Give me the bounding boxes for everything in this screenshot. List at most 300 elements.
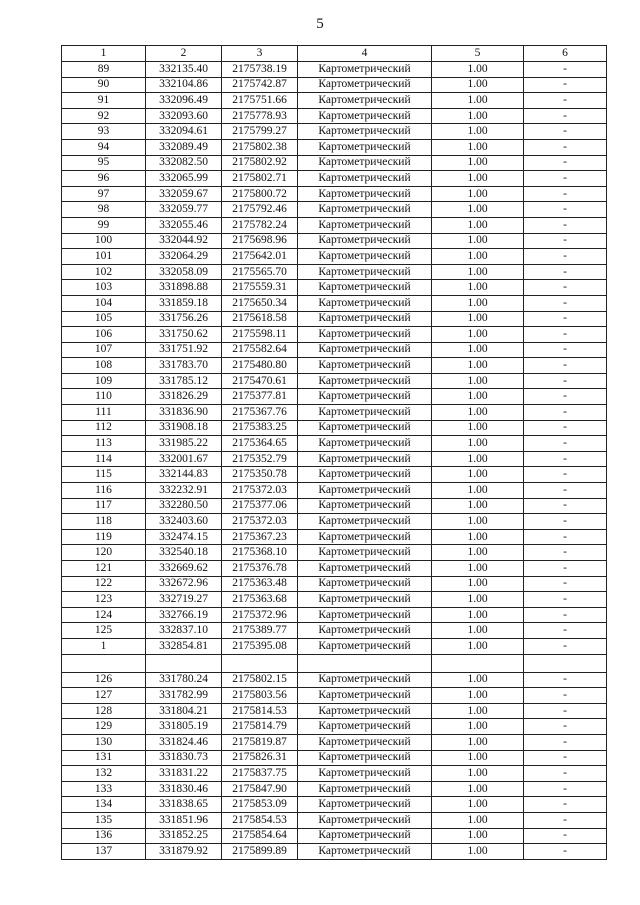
table-cell: 2175814.53 [222,703,298,719]
table-cell: 124 [62,607,146,623]
table-cell: Картометрический [298,280,432,296]
table-cell: Картометрический [298,766,432,782]
table-cell: Картометрический [298,93,432,109]
table-cell: Картометрический [298,62,432,78]
table-cell: Картометрический [298,436,432,452]
table-cell: - [524,405,607,421]
table-row [62,467,607,483]
table-cell: - [524,327,607,343]
table-cell: 5 [432,46,524,62]
table-cell: 127 [62,688,146,704]
table-cell: 122 [62,576,146,592]
table-row [62,217,607,233]
table-cell: 331826.29 [146,389,222,405]
table-cell: Картометрический [298,108,432,124]
table-cell: 1.00 [432,703,524,719]
table-cell: 2175598.11 [222,327,298,343]
table-cell: 136 [62,828,146,844]
table-cell: 1.00 [432,844,524,860]
table-cell: - [524,108,607,124]
table-cell: Картометрический [298,592,432,608]
table-cell: - [524,202,607,218]
coordinates-table [61,45,607,860]
table-cell: - [524,750,607,766]
table-cell: Картометрический [298,498,432,514]
table-cell: Картометрический [298,295,432,311]
table-cell: Картометрический [298,623,432,639]
table-row [62,483,607,499]
table-cell: 2175738.19 [222,62,298,78]
table-separator-row [62,654,607,672]
table-cell: 332232.91 [146,483,222,499]
table-row [62,389,607,405]
table-cell: 331852.25 [146,828,222,844]
table-cell: 332065.99 [146,171,222,187]
table-cell: 2175367.23 [222,529,298,545]
table-cell: 1.00 [432,373,524,389]
table-cell: 134 [62,797,146,813]
table-cell: - [524,623,607,639]
table-row [62,202,607,218]
table-cell: Картометрический [298,233,432,249]
table-cell: 1.00 [432,576,524,592]
table-cell: - [524,217,607,233]
table-cell: - [524,561,607,577]
table-row [62,139,607,155]
table-cell: 1.00 [432,108,524,124]
table-cell: 118 [62,514,146,530]
table-cell: - [524,171,607,187]
table-cell: 332540.18 [146,545,222,561]
table-cell: 331824.46 [146,734,222,750]
table-cell: Картометрический [298,576,432,592]
table-cell: 2175368.10 [222,545,298,561]
table-cell: 331838.65 [146,797,222,813]
table-cell: 332096.49 [146,93,222,109]
table-cell: 2175837.75 [222,766,298,782]
table-cell: Картометрический [298,514,432,530]
table-row [62,264,607,280]
table-cell: 332719.27 [146,592,222,608]
table-row [62,638,607,654]
table-cell: Картометрический [298,405,432,421]
table-cell: 1.00 [432,638,524,654]
table-row [62,155,607,171]
table-cell: 91 [62,93,146,109]
table-cell: 93 [62,124,146,140]
table-cell: - [524,734,607,750]
table-cell: 1.00 [432,623,524,639]
table-cell: 1.00 [432,734,524,750]
table-cell: 1.00 [432,62,524,78]
table-cell: 332854.81 [146,638,222,654]
table-cell: - [524,124,607,140]
table-cell: 106 [62,327,146,343]
table-cell: 331780.24 [146,672,222,688]
table-cell: 2175751.66 [222,93,298,109]
table-cell: 1.00 [432,750,524,766]
table-cell: - [524,576,607,592]
table-cell: - [524,436,607,452]
table-row [62,77,607,93]
coordinates-table-body [62,46,607,860]
table-cell: - [524,358,607,374]
table-cell: - [524,249,607,265]
table-cell: Картометрический [298,545,432,561]
table-cell: 331898.88 [146,280,222,296]
table-cell: 331851.96 [146,812,222,828]
table-cell: Картометрический [298,327,432,343]
table-cell: 2175802.71 [222,171,298,187]
table-row [62,295,607,311]
table-row [62,342,607,358]
table-cell: 331830.46 [146,781,222,797]
table-cell: 2175565.70 [222,264,298,280]
table-row [62,719,607,735]
table-cell: - [524,766,607,782]
table-cell: - [524,672,607,688]
table-cell: - [524,688,607,704]
table-row [62,781,607,797]
table-cell: 1.00 [432,797,524,813]
table-cell: 105 [62,311,146,327]
table-cell: 332064.29 [146,249,222,265]
table-cell: 2175350.78 [222,467,298,483]
table-cell: 2175826.31 [222,750,298,766]
table-cell: - [524,451,607,467]
table-cell: 1 [62,46,146,62]
table-cell: 331804.21 [146,703,222,719]
table-cell: 2175352.79 [222,451,298,467]
table-cell: 110 [62,389,146,405]
table-row [62,750,607,766]
table-cell: - [524,62,607,78]
table-cell: 2175854.64 [222,828,298,844]
table-cell: 331805.19 [146,719,222,735]
table-cell: Картометрический [298,389,432,405]
table-cell: 1.00 [432,389,524,405]
table-cell: 331783.70 [146,358,222,374]
table-cell: 2175395.08 [222,638,298,654]
table-cell: Картометрический [298,373,432,389]
table-row [62,420,607,436]
table-cell: Картометрический [298,688,432,704]
table-cell: 1.00 [432,77,524,93]
table-cell: 331756.26 [146,311,222,327]
table-cell: 94 [62,139,146,155]
table-cell: 332672.96 [146,576,222,592]
table-row [62,623,607,639]
table-cell: 1.00 [432,514,524,530]
table-cell: 117 [62,498,146,514]
table-cell: 2175799.27 [222,124,298,140]
table-cell: 101 [62,249,146,265]
table-cell: Картометрический [298,467,432,483]
table-cell: 331830.73 [146,750,222,766]
table-cell [62,654,146,672]
table-cell: 2175854.53 [222,812,298,828]
table-row [62,734,607,750]
table-cell: 112 [62,420,146,436]
table-cell: 2175480.80 [222,358,298,374]
table-cell: 1 [62,638,146,654]
table-cell: Картометрический [298,171,432,187]
table-cell: Картометрический [298,797,432,813]
table-cell: 114 [62,451,146,467]
table-cell: Картометрический [298,672,432,688]
table-cell: - [524,295,607,311]
table-cell: Картометрический [298,750,432,766]
table-cell: 103 [62,280,146,296]
table-row [62,93,607,109]
table-cell: - [524,638,607,654]
table-cell: 1.00 [432,202,524,218]
table-cell [524,654,607,672]
table-cell: 332001.67 [146,451,222,467]
table-cell: 1.00 [432,467,524,483]
table-cell: 2175802.92 [222,155,298,171]
table-cell: - [524,498,607,514]
table-cell: 2175372.03 [222,514,298,530]
table-cell: 332082.50 [146,155,222,171]
table-cell: 1.00 [432,311,524,327]
table-cell: 2175367.76 [222,405,298,421]
table-cell: 102 [62,264,146,280]
table-row [62,672,607,688]
page-number: 5 [316,16,324,32]
table-cell: 1.00 [432,358,524,374]
table-row [62,592,607,608]
table-cell: 123 [62,592,146,608]
table-row [62,688,607,704]
table-cell: 331751.92 [146,342,222,358]
table-cell: 1.00 [432,280,524,296]
table-cell: 1.00 [432,672,524,688]
table-cell: - [524,828,607,844]
table-row [62,186,607,202]
table-cell: 2175802.38 [222,139,298,155]
table-cell: - [524,592,607,608]
table-cell: 2175582.64 [222,342,298,358]
table-cell: 2175899.89 [222,844,298,860]
table-cell: 1.00 [432,155,524,171]
table-cell: - [524,703,607,719]
table-cell: 1.00 [432,719,524,735]
table-row [62,405,607,421]
table-cell: 331750.62 [146,327,222,343]
table-cell: 1.00 [432,217,524,233]
table-cell: 1.00 [432,766,524,782]
table-cell: 1.00 [432,607,524,623]
table-cell: 332144.83 [146,467,222,483]
table-cell: Картометрический [298,217,432,233]
table-cell: 1.00 [432,405,524,421]
table-cell: Картометрический [298,311,432,327]
table-cell: 332135.40 [146,62,222,78]
table-cell: - [524,389,607,405]
table-cell: 115 [62,467,146,483]
table-cell: - [524,797,607,813]
table-row [62,171,607,187]
table-cell: Картометрический [298,124,432,140]
table-cell: 125 [62,623,146,639]
table-cell: 331782.99 [146,688,222,704]
table-cell: 1.00 [432,688,524,704]
table-cell: 2175802.15 [222,672,298,688]
table-cell: - [524,812,607,828]
table-cell: 90 [62,77,146,93]
table-cell: 96 [62,171,146,187]
table-row [62,576,607,592]
table-row [62,607,607,623]
table-cell: 128 [62,703,146,719]
table-cell: 119 [62,529,146,545]
table-cell: 120 [62,545,146,561]
table-cell: 1.00 [432,295,524,311]
table-row [62,766,607,782]
table-cell: 2175650.34 [222,295,298,311]
table-cell: 1.00 [432,249,524,265]
table-cell: 108 [62,358,146,374]
table-cell: - [524,545,607,561]
table-cell: 331785.12 [146,373,222,389]
table-cell: Картометрический [298,358,432,374]
table-cell: 1.00 [432,436,524,452]
table-cell: 332089.49 [146,139,222,155]
table-cell [298,654,432,672]
table-cell: 2175853.09 [222,797,298,813]
table-row [62,797,607,813]
table-cell [222,654,298,672]
table-cell: 2175800.72 [222,186,298,202]
table-header-row [62,46,607,62]
table-cell: 1.00 [432,529,524,545]
table-cell: Картометрический [298,451,432,467]
table-cell: 2175814.79 [222,719,298,735]
table-cell: - [524,607,607,623]
table-cell: 89 [62,62,146,78]
table-row [62,233,607,249]
table-cell: 332766.19 [146,607,222,623]
table-cell: 2 [146,46,222,62]
table-cell: 1.00 [432,186,524,202]
table-cell: 331859.18 [146,295,222,311]
table-cell: - [524,844,607,860]
table-cell: 2175376.78 [222,561,298,577]
table-cell: 2175363.48 [222,576,298,592]
table-cell: 332094.61 [146,124,222,140]
table-cell: 6 [524,46,607,62]
table-row [62,124,607,140]
table-cell: 2175782.24 [222,217,298,233]
table-cell: 1.00 [432,592,524,608]
table-cell: 1.00 [432,420,524,436]
table-cell: 111 [62,405,146,421]
table-row [62,529,607,545]
table-cell: 1.00 [432,327,524,343]
table-cell [432,654,524,672]
table-cell: 137 [62,844,146,860]
table-cell: 332059.67 [146,186,222,202]
table-cell: Картометрический [298,529,432,545]
table-cell: 116 [62,483,146,499]
table-cell: 331985.22 [146,436,222,452]
table-cell: Картометрический [298,186,432,202]
table-row [62,311,607,327]
table-cell: 331879.92 [146,844,222,860]
table-cell: 2175364.65 [222,436,298,452]
table-cell: 2175778.93 [222,108,298,124]
table-cell: 98 [62,202,146,218]
table-cell: 1.00 [432,561,524,577]
table-row [62,703,607,719]
table-cell: - [524,781,607,797]
table-cell: 331831.22 [146,766,222,782]
table-cell: Картометрический [298,264,432,280]
table-row [62,514,607,530]
table-cell: 332058.09 [146,264,222,280]
table-cell: Картометрический [298,781,432,797]
table-cell: - [524,514,607,530]
table-cell: 332055.46 [146,217,222,233]
table-cell: - [524,155,607,171]
table-cell: - [524,264,607,280]
table-cell: Картометрический [298,734,432,750]
table-cell: 332104.86 [146,77,222,93]
table-cell: 2175372.03 [222,483,298,499]
table-cell: 331908.18 [146,420,222,436]
table-cell: 1.00 [432,171,524,187]
table-row [62,436,607,452]
table-cell: 332403.60 [146,514,222,530]
table-row [62,498,607,514]
table-cell: Картометрический [298,155,432,171]
table-row [62,249,607,265]
table-cell: 2175377.81 [222,389,298,405]
table-cell: Картометрический [298,703,432,719]
table-cell: 2175383.25 [222,420,298,436]
table-cell: 332093.60 [146,108,222,124]
table-cell: 97 [62,186,146,202]
table-cell: 113 [62,436,146,452]
table-cell: 1.00 [432,828,524,844]
table-cell: - [524,77,607,93]
table-cell: 1.00 [432,342,524,358]
table-cell: 332474.15 [146,529,222,545]
table-cell: 331836.90 [146,405,222,421]
table-cell: 3 [222,46,298,62]
table-cell: 1.00 [432,781,524,797]
table-cell: 332669.62 [146,561,222,577]
table-cell: - [524,719,607,735]
table-cell: - [524,186,607,202]
table-cell [146,654,222,672]
table-cell: 1.00 [432,812,524,828]
table-cell: 2175742.87 [222,77,298,93]
table-cell: 92 [62,108,146,124]
table-cell: 2175698.96 [222,233,298,249]
table-cell: - [524,93,607,109]
table-cell: 129 [62,719,146,735]
table-cell: Картометрический [298,77,432,93]
table-cell: Картометрический [298,844,432,860]
table-cell: 107 [62,342,146,358]
table-cell: Картометрический [298,202,432,218]
table-cell: 4 [298,46,432,62]
table-cell: - [524,373,607,389]
table-row [62,812,607,828]
table-cell: 332280.50 [146,498,222,514]
